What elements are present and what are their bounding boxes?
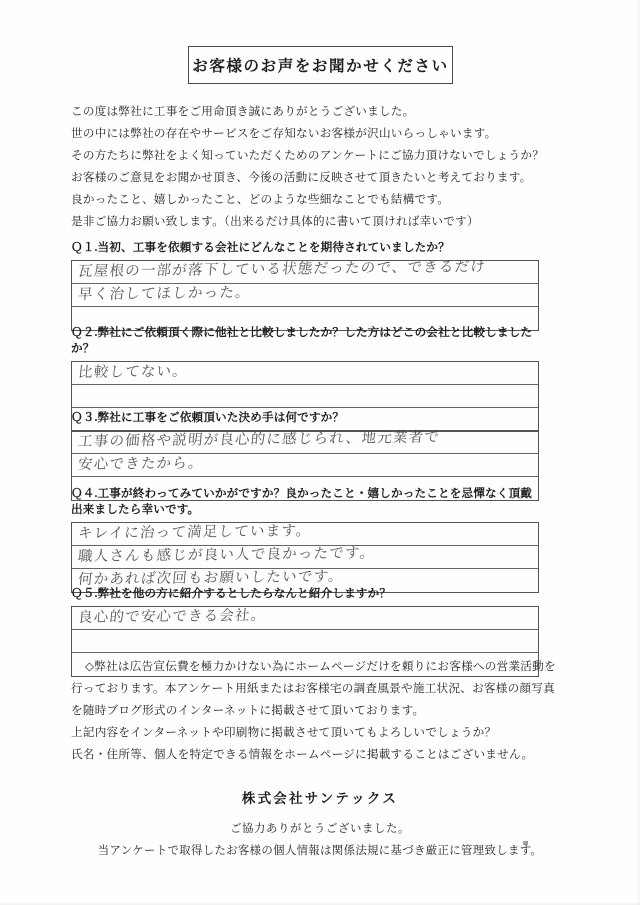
handwritten-answer: キレイに治って満足しています。: [77, 523, 313, 543]
notice-line: 行っております。本アンケート用紙またはお客様宅の調査風景や施工状況、お客様の顔写真: [71, 682, 555, 695]
question-block-q1: [71, 240, 539, 331]
answer-line[interactable]: [72, 261, 538, 284]
question-block-q4: [71, 486, 539, 593]
intro-line: 世の中には弊社の存在やサービスをご存知ないお客様が沢山いらっしゃいます。: [71, 127, 497, 140]
intro-line: 良かったこと、嬉しかったこと、どのような些細なことでも結構です。: [71, 193, 450, 206]
question-label-q1: Ｑ１.当初、工事を依頼する会社にどんなことを期待されていましたか？: [71, 241, 450, 254]
answer-line[interactable]: [72, 523, 538, 546]
answer-box-q1[interactable]: [71, 260, 539, 331]
scan-artifact: [523, 841, 528, 845]
publication-notice: [71, 659, 571, 769]
notice-line: ◇弊社は広告宣伝費を極力かけない為にホームページだけを頼りにお客様への営業活動を: [85, 660, 556, 673]
intro-line: お客様のご意見をお聞かせ頂き、今後の活動に反映させて頂きたいと考えております。: [71, 171, 532, 184]
handwritten-answer: 工事の価格や説明が良心的に感じられ、地元業者で: [77, 429, 441, 451]
notice-line: 上記内容をインターネットや印刷物に掲載させて頂いてもよろしいでしょうか？: [71, 726, 497, 739]
company-name: 株式会社サンテックス: [241, 791, 399, 806]
thanks-message: ご協力ありがとうございました。: [230, 823, 410, 835]
handwritten-answer: 何かあれば次回もお願いしたいです。: [77, 568, 345, 589]
intro-line: この度は弊社に工事をご用命頂き誠にありがとうございました。: [71, 105, 415, 118]
answer-line[interactable]: [72, 607, 538, 630]
handwritten-answer: 良心的で安心できる会社。: [77, 607, 268, 627]
answer-line[interactable]: [72, 546, 538, 569]
answer-line[interactable]: [72, 630, 538, 653]
intro-line: 是非ご協力お願い致します。（出来るだけ具体的に書いて頂ければ幸いです）: [71, 215, 479, 228]
answer-line[interactable]: [72, 385, 538, 408]
handwritten-answer: 早く治してほしかった。: [77, 284, 252, 304]
handwritten-answer: 瓦屋根の一部が落下している状態だったので、できるだけ: [77, 259, 487, 281]
intro-paragraph: [71, 104, 571, 236]
notice-line: を随時ブログ形式のインターネットに掲載させて頂いております。: [71, 704, 425, 717]
answer-line[interactable]: [72, 454, 538, 477]
handwritten-answer: 職人さんも感じが良い人で良かったです。: [77, 545, 376, 566]
page-title-box: [188, 46, 453, 84]
intro-line: その方たちに弊社をよく知っていただくためのアンケートにご協力頂けないでしょうか？: [71, 149, 545, 162]
privacy-statement: 当アンケートで取得したお客様の個人情報は関係法規に基づき厳正に管理致します。: [97, 845, 543, 857]
handwritten-answer: 比較してない。: [77, 363, 189, 382]
handwritten-answer: 安心できたから。: [77, 455, 205, 474]
question-label-q4: Ｑ４.工事が終わってみていかがですか？良かったこと・嬉しかったことを忌憚なく頂戴出来ましたら幸いです。: [71, 487, 532, 516]
question-label-q3: Ｑ３.弊社に工事をご依頼頂いた決め手は何ですか？: [71, 411, 345, 424]
answer-box-q4[interactable]: [71, 522, 539, 593]
answer-line[interactable]: [72, 431, 538, 454]
question-label-q5: Ｑ５.弊社を他の方に紹介するとしたらなんと紹介しますか？: [71, 587, 392, 600]
page-title: お客様のお声をお聞かせください: [192, 58, 449, 75]
answer-line[interactable]: [72, 362, 538, 385]
notice-line: 氏名・住所等、個人を特定できる情報をホームページに掲載することはございません。: [71, 748, 534, 761]
question-label-q2: Ｑ２.弊社にご依頼頂く際に他社と比較しましたか？した方はどこの会社と比較しましたか？: [71, 326, 533, 355]
answer-line[interactable]: [72, 284, 538, 307]
